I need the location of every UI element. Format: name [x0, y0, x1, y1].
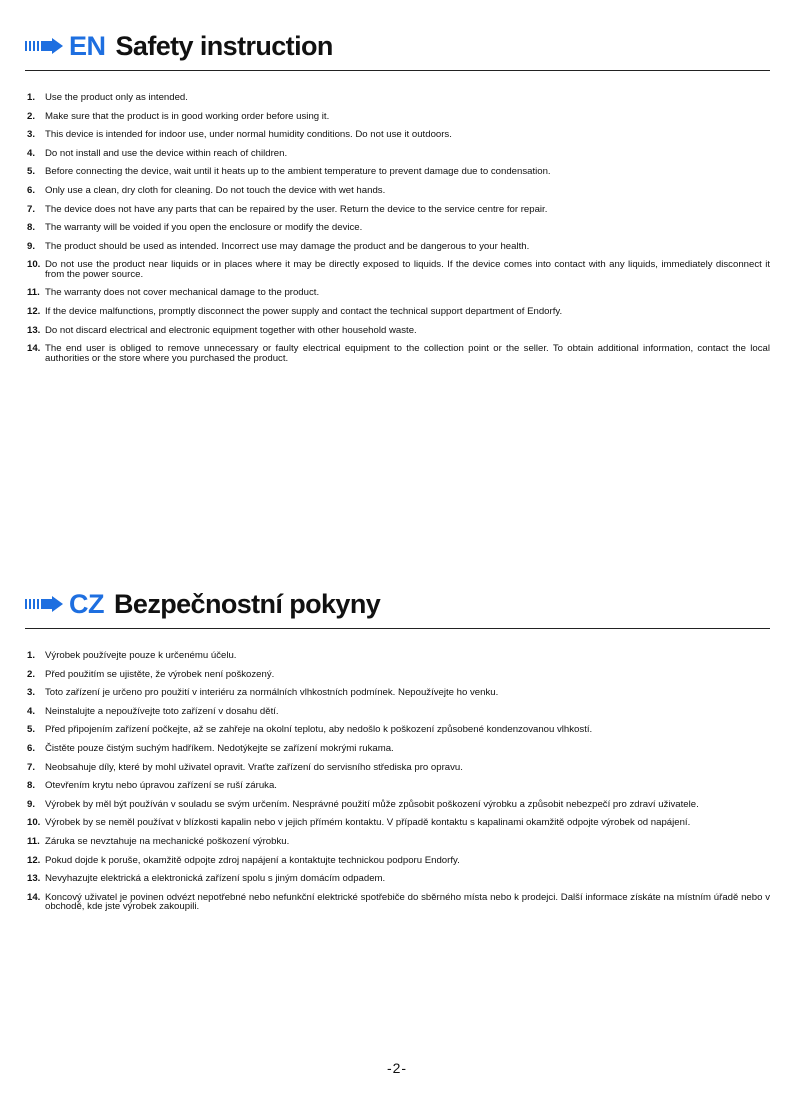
- list-item: [25, 112, 770, 121]
- item-number: 4.: [27, 705, 36, 717]
- list-item: [25, 744, 770, 753]
- item-text: The device does not have any parts that can be repaired by the user. Return the device to the service centre for repair.: [45, 203, 548, 215]
- item-number: 11.: [27, 287, 40, 299]
- item-number: 8.: [27, 222, 36, 234]
- language-code: EN: [69, 30, 106, 61]
- item-text: Před připojením zařízení počkejte, až se zahřeje na okolní teplotu, aby nedošlo k poškození způsobené kondenzovanou vlhkostí.: [45, 724, 593, 736]
- list-item: [25, 167, 770, 176]
- list-item: [25, 260, 770, 279]
- section-title: Bezpečnostní pokyny: [114, 588, 381, 619]
- item-number: 1.: [27, 650, 36, 661]
- item-number: 2.: [27, 110, 36, 122]
- item-number: 14.: [27, 891, 41, 903]
- item-number: 14.: [27, 343, 41, 355]
- list-item: [25, 186, 770, 195]
- item-number: 9.: [27, 798, 36, 810]
- item-number: 12.: [27, 305, 41, 317]
- item-text: The warranty does not cover mechanical damage to the product.: [45, 287, 320, 299]
- divider: [25, 70, 770, 71]
- item-text: Pokud dojde k poruše, okamžitě odpojte zdroj napájení a kontaktujte technickou podporu Endorfy.: [45, 854, 460, 866]
- list-item: [25, 800, 770, 809]
- section-heading: [25, 586, 770, 622]
- list-item: [25, 856, 770, 865]
- item-number: 12.: [27, 854, 41, 866]
- list-item: [25, 651, 770, 660]
- item-number: 7.: [27, 761, 36, 773]
- item-number: 6.: [27, 742, 36, 754]
- list-item: [25, 763, 770, 772]
- list-item: [25, 149, 770, 158]
- item-text: Výrobek by měl být používán v souladu se svým určením. Nesprávné použití může způsobit poškození výrobku a způsobit nebezpečí pro zdraví uživatele.: [45, 798, 699, 810]
- list-item: [25, 93, 770, 102]
- section-en: [25, 28, 770, 372]
- item-text: Before connecting the device, wait until it heats up to the ambient temperature to prevent damage due to condensation.: [45, 166, 551, 178]
- list-item: [25, 130, 770, 139]
- instruction-list: [25, 93, 770, 363]
- list-item: [25, 874, 770, 883]
- list-item: [25, 344, 770, 363]
- item-number: 11.: [27, 835, 40, 847]
- list-item: [25, 288, 770, 297]
- item-text: Do not use the product near liquids or in places where it may be directly exposed to liquids. If the device comes into contact with any liquids, immediately disconnect it from the power source.: [45, 259, 770, 280]
- list-item: [25, 688, 770, 697]
- item-text: If the device malfunctions, promptly disconnect the power supply and contact the technical support department of Endorfy.: [45, 305, 563, 317]
- item-text: Do not discard electrical and electronic equipment together with other household waste.: [45, 324, 417, 336]
- item-number: 7.: [27, 203, 36, 215]
- section-title: Safety instruction: [115, 30, 333, 61]
- item-number: 6.: [27, 184, 36, 196]
- list-item: [25, 725, 770, 734]
- list-item: [25, 307, 770, 316]
- list-item: [25, 837, 770, 846]
- item-number: 2.: [27, 668, 36, 680]
- section-cz: [25, 586, 770, 921]
- item-text: Před použitím se ujistěte, že výrobek není poškozený.: [45, 668, 275, 680]
- list-item: [25, 242, 770, 251]
- item-text: Neinstalujte a nepoužívejte toto zařízení v dosahu dětí.: [45, 705, 279, 717]
- item-text: Neobsahuje díly, které by mohl uživatel opravit. Vraťte zařízení do servisního střediska pro opravu.: [45, 761, 463, 773]
- item-text: Only use a clean, dry cloth for cleaning. Do not touch the device with wet hands.: [45, 184, 386, 196]
- item-text: Do not install and use the device within reach of children.: [45, 147, 288, 159]
- item-number: 3.: [27, 129, 36, 141]
- item-text: Use the product only as intended.: [45, 92, 188, 103]
- item-text: The end user is obliged to remove unnecessary or faulty electrical equipment to the collection point or the seller. To obtain additional information, contact the local authorities or the store where you purchased the product.: [45, 343, 770, 364]
- item-number: 10.: [27, 259, 41, 271]
- item-text: Toto zařízení je určeno pro použití v interiéru za normálních vlhkostních podmínek. Nepoužívejte ho venku.: [45, 687, 499, 699]
- list-item: [25, 223, 770, 232]
- item-text: Záruka se nevztahuje na mechanické poškození výrobku.: [45, 835, 290, 847]
- list-item: [25, 818, 770, 827]
- item-text: Otevřením krytu nebo úpravou zařízení se ruší záruka.: [45, 780, 277, 792]
- divider: [25, 628, 770, 629]
- list-item: [25, 781, 770, 790]
- item-number: 3.: [27, 687, 36, 699]
- item-text: Výrobek by se neměl používat v blízkosti kapalin nebo v jejich přímém kontaktu. V případě kontaktu s kapalinami okamžitě odpojte výrobek od napájení.: [45, 817, 691, 829]
- item-text: Make sure that the product is in good working order before using it.: [45, 110, 330, 122]
- item-text: Čistěte pouze čistým suchým hadříkem. Nedotýkejte se zařízení mokrými rukama.: [45, 742, 394, 754]
- page-number: -2-: [386, 1060, 408, 1076]
- item-number: 13.: [27, 324, 41, 336]
- arrow-icon: [25, 38, 63, 54]
- section-heading: [25, 28, 770, 64]
- item-text: The product should be used as intended. Incorrect use may damage the product and be dangerous to your health.: [45, 240, 530, 252]
- language-code: CZ: [69, 588, 104, 619]
- item-text: The warranty will be voided if you open the enclosure or modify the device.: [45, 222, 363, 234]
- item-text: Koncový uživatel je povinen odvézt nepotřebné nebo nefunkční elektrické spotřebiče do sběrného místa nebo k prodejci. Další informace získáte na místním úřadě nebo v obchodě, kde jste výrobek zakoupili.: [45, 891, 770, 913]
- list-item: [25, 205, 770, 214]
- item-text: Výrobek používejte pouze k určenému účelu.: [45, 650, 237, 661]
- instruction-list: [25, 651, 770, 912]
- item-number: 5.: [27, 724, 36, 736]
- list-item: [25, 893, 770, 912]
- list-item: [25, 326, 770, 335]
- item-number: 5.: [27, 166, 36, 178]
- list-item: [25, 670, 770, 679]
- item-number: 4.: [27, 147, 36, 159]
- arrow-icon: [25, 596, 63, 612]
- list-item: [25, 707, 770, 716]
- item-number: 1.: [27, 92, 36, 103]
- item-number: 10.: [27, 817, 41, 829]
- item-number: 13.: [27, 873, 41, 885]
- item-number: 9.: [27, 240, 36, 252]
- item-number: 8.: [27, 780, 36, 792]
- item-text: This device is intended for indoor use, under normal humidity conditions. Do not use it outdoors.: [45, 129, 452, 141]
- item-text: Nevyhazujte elektrická a elektronická zařízení spolu s jiným domácím odpadem.: [45, 873, 386, 885]
